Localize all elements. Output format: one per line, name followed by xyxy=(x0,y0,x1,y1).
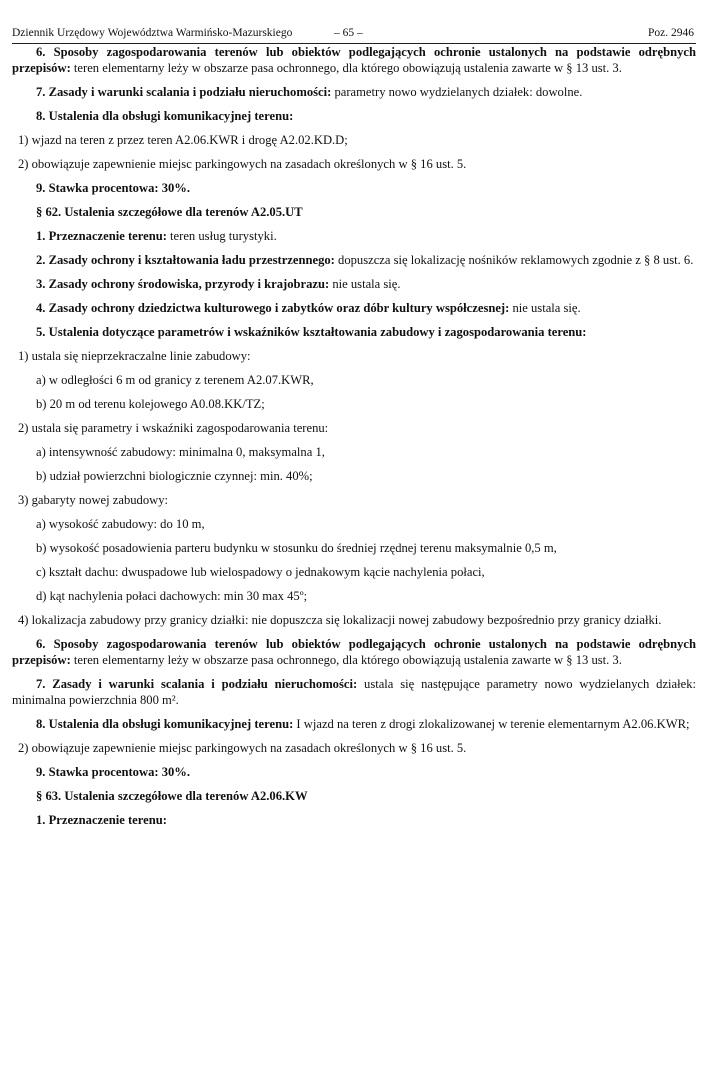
list-item xyxy=(12,564,696,580)
header-rule xyxy=(12,43,696,44)
list-item xyxy=(12,588,696,604)
paragraph-text: I wjazd na teren z drogi zlokalizowanej w terenie elementarnym A2.06.KWR; xyxy=(293,717,690,731)
paragraph-text: nie ustala się. xyxy=(329,277,401,291)
paragraph xyxy=(12,676,696,708)
journal-title: Dziennik Urzędowy Województwa Warmińsko-Mazurskiego xyxy=(12,27,293,39)
paragraph-heading: 9. Stawka procentowa: 30%. xyxy=(36,181,191,195)
position-number: Poz. 2946 xyxy=(648,27,694,39)
list-item xyxy=(12,156,696,172)
paragraph-text: 2) obowiązuje zapewnienie miejsc parkingowych na zasadach określonych w § 16 ust. 5. xyxy=(18,741,467,755)
list-item xyxy=(12,444,696,460)
list-item xyxy=(12,540,696,556)
paragraph xyxy=(12,84,696,100)
paragraph-text: 4) lokalizacja zabudowy przy granicy działki: nie dopuszcza się lokalizacji nowej zabudowy bezpośrednio przy granicy działki. xyxy=(18,613,662,627)
paragraph-heading: 1. Przeznaczenie terenu: xyxy=(36,229,167,243)
paragraph-text: 1) ustala się nieprzekraczalne linie zabudowy: xyxy=(18,349,251,363)
paragraph-heading: § 63. Ustalenia szczegółowe dla terenów A2.06.KW xyxy=(36,789,308,803)
paragraph-heading: 8. Ustalenia dla obsługi komunikacyjnej terenu: xyxy=(36,109,294,123)
paragraph-text: 2) obowiązuje zapewnienie miejsc parkingowych na zasadach określonych w § 16 ust. 5. xyxy=(18,157,467,171)
paragraph xyxy=(12,180,696,196)
list-item xyxy=(12,740,696,756)
paragraph xyxy=(12,716,696,732)
list-item xyxy=(12,468,696,484)
list-item xyxy=(12,492,696,508)
paragraph-heading: 6. Sposoby zagospodarowania terenów lub obiektów podlegających ochronie ustalonych na podstawie odrębnych przepisów: xyxy=(12,637,696,667)
paragraph-heading: 7. Zasady i warunki scalania i podziału nieruchomości: xyxy=(36,85,332,99)
paragraph xyxy=(12,276,696,292)
paragraph xyxy=(12,300,696,316)
paragraph-text: 3) gabaryty nowej zabudowy: xyxy=(18,493,169,507)
paragraph-text: dopuszcza się lokalizację nośników reklamowych zgodnie z § 8 ust. 6. xyxy=(334,253,694,267)
paragraph-heading: § 62. Ustalenia szczegółowe dla terenów A2.05.UT xyxy=(36,205,303,219)
paragraph-text: d) kąt nachylenia połaci dachowych: min 30 max 45º; xyxy=(36,589,308,603)
paragraph-heading: 7. Zasady i warunki scalania i podziału nieruchomości: xyxy=(36,677,358,691)
paragraph-heading: 9. Stawka procentowa: 30%. xyxy=(36,765,191,779)
page-number: – 65 – xyxy=(334,27,363,39)
paragraph-heading: 6. Sposoby zagospodarowania terenów lub obiektów podlegających ochronie ustalonych na podstawie odrębnych przepisów: xyxy=(12,45,696,75)
paragraph-text: b) udział powierzchni biologicznie czynnej: min. 40%; xyxy=(36,469,313,483)
list-item xyxy=(12,516,696,532)
document-body xyxy=(12,44,696,828)
paragraph-heading: 1. Przeznaczenie terenu: xyxy=(36,813,167,827)
paragraph-text: 2) ustala się parametry i wskaźniki zagospodarowania terenu: xyxy=(18,421,329,435)
list-item xyxy=(12,396,696,412)
paragraph-text: b) 20 m od terenu kolejowego A0.08.KK/TZ; xyxy=(36,397,265,411)
paragraph-text: nie ustala się. xyxy=(509,301,581,315)
paragraph xyxy=(12,812,696,828)
paragraph-text: a) w odległości 6 m od granicy z terenem A2.07.KWR, xyxy=(36,373,314,387)
page-header xyxy=(12,0,696,44)
list-item xyxy=(12,132,696,148)
paragraph-heading: 8. Ustalenia dla obsługi komunikacyjnej terenu: xyxy=(36,717,294,731)
paragraph xyxy=(12,324,696,340)
paragraph xyxy=(12,636,696,668)
paragraph-heading: 2. Zasady ochrony i kształtowania ładu przestrzennego: xyxy=(36,253,335,267)
paragraph xyxy=(12,228,696,244)
paragraph-heading: 4. Zasady ochrony dziedzictwa kulturowego i zabytków oraz dóbr kultury współczesnej: xyxy=(36,301,510,315)
paragraph xyxy=(12,764,696,780)
paragraph xyxy=(12,252,696,268)
paragraph-text: c) kształt dachu: dwuspadowe lub wielospadowy o jednakowym kącie nachylenia połaci, xyxy=(36,565,485,579)
list-item xyxy=(12,372,696,388)
paragraph xyxy=(12,108,696,124)
paragraph xyxy=(12,204,696,220)
paragraph-text: parametry nowo wydzielanych działek: dowolne. xyxy=(331,85,583,99)
list-item xyxy=(12,348,696,364)
paragraph-text: teren elementarny leży w obszarze pasa ochronnego, dla którego obowiązują ustalenia zawarte w § 13 ust. 3. xyxy=(70,653,622,667)
paragraph-text: a) wysokość zabudowy: do 10 m, xyxy=(36,517,205,531)
list-item xyxy=(12,420,696,436)
list-item xyxy=(12,612,696,628)
paragraph xyxy=(12,788,696,804)
paragraph-text: b) wysokość posadowienia parteru budynku w stosunku do średniej rzędnej terenu maksymalnie 0,5 m, xyxy=(36,541,557,555)
paragraph-text: teren elementarny leży w obszarze pasa ochronnego, dla którego obowiązują ustalenia zawarte w § 13 ust. 3. xyxy=(70,61,622,75)
document-page xyxy=(12,0,696,836)
paragraph-heading: 3. Zasady ochrony środowiska, przyrody i krajobrazu: xyxy=(36,277,330,291)
paragraph-text: a) intensywność zabudowy: minimalna 0, maksymalna 1, xyxy=(36,445,325,459)
paragraph xyxy=(12,44,696,76)
paragraph-heading: 5. Ustalenia dotyczące parametrów i wskaźników kształtowania zabudowy i zagospodarowania terenu: xyxy=(36,325,587,339)
paragraph-text: ustala się następujące parametry nowo wydzielanych działek: minimalna powierzchnia 800 m². xyxy=(12,677,697,707)
paragraph-text: 1) wjazd na teren z przez teren A2.06.KWR i drogę A2.02.KD.D; xyxy=(18,133,348,147)
paragraph-text: teren usług turystyki. xyxy=(166,229,277,243)
